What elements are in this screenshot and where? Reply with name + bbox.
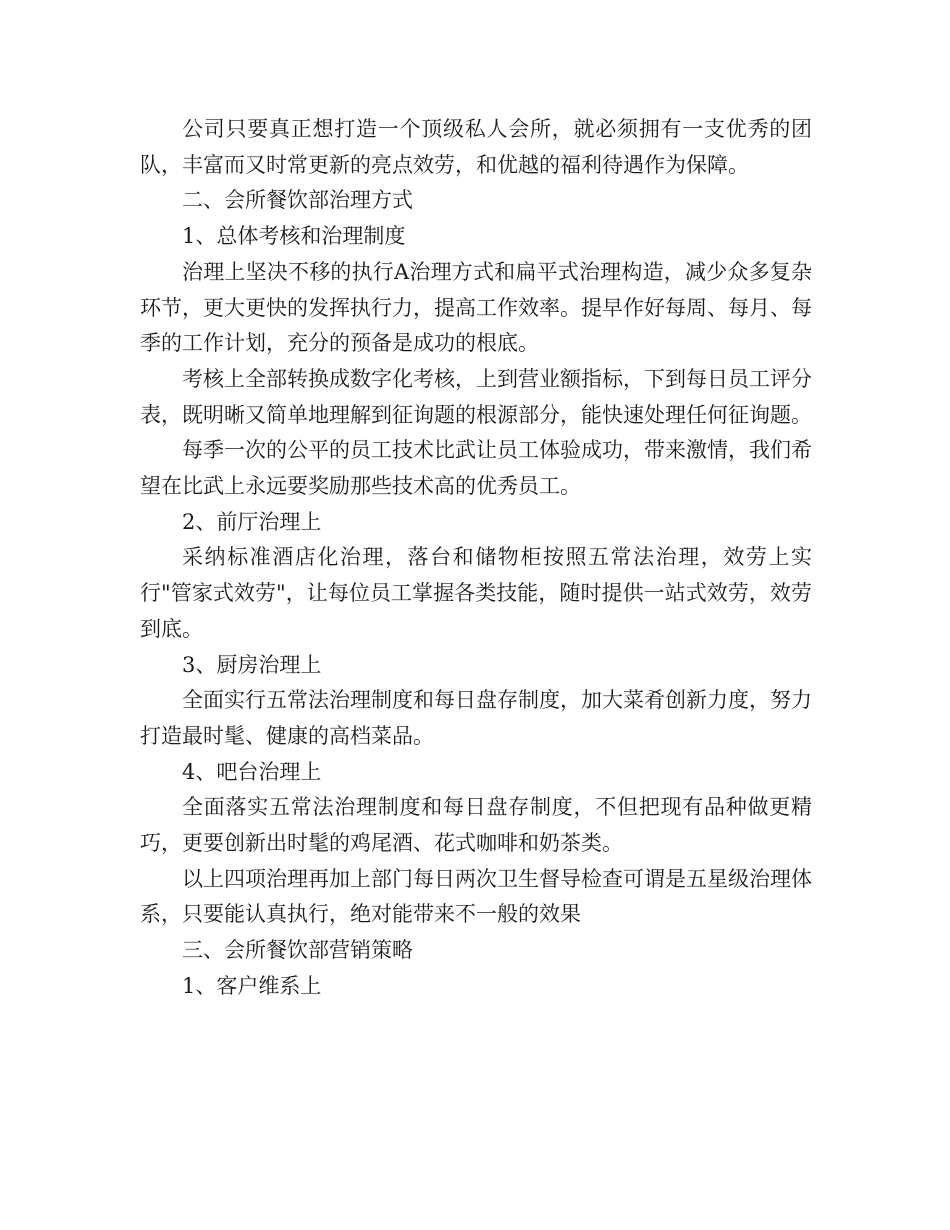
subheading-kitchen: 3、厨房治理上: [182, 652, 322, 677]
paragraph-kitchen: 全面实行五常法治理制度和每日盘存制度，加大菜肴创新力度，努力打造最时髦、健康的高档菜品。: [140, 688, 812, 748]
section-heading-management: 二、会所餐饮部治理方式: [182, 188, 413, 213]
paragraph-summary: 以上四项治理再加上部门每日两次卫生督导检查可谓是五星级治理体系，只要能认真执行，绝对能带来不一般的效果: [140, 866, 812, 927]
paragraph-skill-contest: 每季一次的公平的员工技术比武让员工体验成功，带来激情，我们希望在比武上永远要奖励那些技术高的优秀员工。: [140, 438, 812, 499]
subheading-front-hall: 2、前厅治理上: [182, 509, 322, 534]
document-body: [140, 112, 812, 1005]
paragraph-team: 公司只要真正想打造一个顶级私人会所，就必须拥有一支优秀的团队，丰富而又时常更新的亮点效劳，和优越的福利待遇作为保障。: [140, 117, 812, 177]
subheading-bar: 4、吧台治理上: [182, 759, 322, 784]
subheading-assessment: 1、总体考核和治理制度: [182, 224, 406, 249]
paragraph-front-hall: 采纳标准酒店化治理，落台和储物柜按照五常法治理，效劳上实行"管家式效劳"，让每位员工掌握各类技能，随时提供一站式效劳，效劳到底。: [140, 545, 812, 641]
section-heading-marketing: 三、会所餐饮部营销策略: [182, 938, 413, 963]
subheading-customer: 1、客户维系上: [182, 973, 322, 998]
paragraph-assessment: 考核上全部转换成数字化考核，上到营业额指标，下到每日员工评分表，既明晰又简单地理解到征询题的根源部分，能快速处理任何征询题。: [140, 366, 812, 427]
paragraph-bar: 全面落实五常法治理制度和每日盘存制度，不但把现有品种做更精巧，更要创新出时髦的鸡尾酒、花式咖啡和奶茶类。: [140, 795, 812, 856]
paragraph-management-method: 治理上坚决不移的执行A治理方式和扁平式治理构造，减少众多复杂环节，更大更快的发挥执行力，提高工作效率。提早作好每周、每月、每季的工作计划，充分的预备是成功的根底。: [140, 259, 812, 356]
